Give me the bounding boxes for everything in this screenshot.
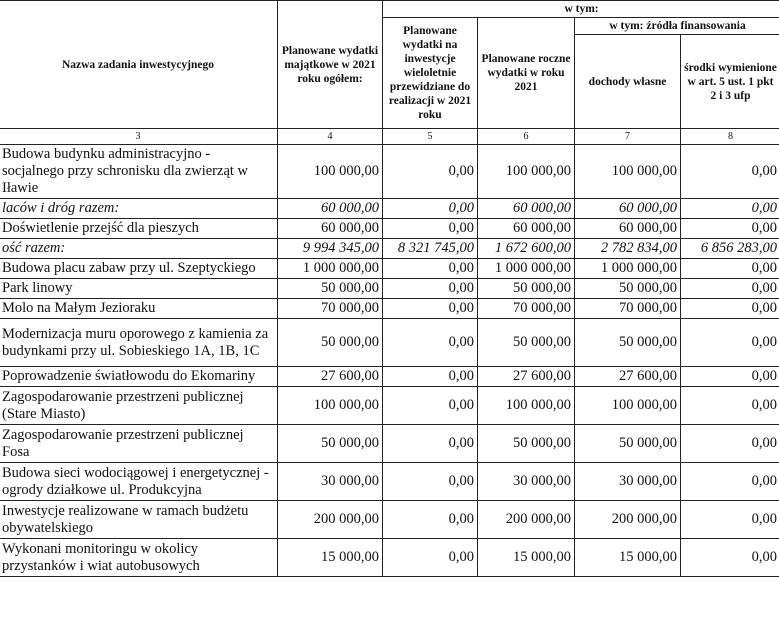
total-cell: 60 000,00 <box>278 199 383 219</box>
annual-cell: 50 000,00 <box>478 279 575 299</box>
total-cell: 200 000,00 <box>278 501 383 539</box>
header-w-tym: w tym: <box>383 1 779 18</box>
multi-year-cell: 8 321 745,00 <box>383 239 478 259</box>
header-sources: w tym: źródła finansowania <box>575 18 779 35</box>
table-row <box>0 145 779 199</box>
multi-year-cell: 0,00 <box>383 199 478 219</box>
own-income-cell: 60 000,00 <box>575 199 681 219</box>
own-income-cell: 100 000,00 <box>575 145 681 199</box>
task-name-cell: Zagospodarowanie przestrzeni publicznej (Stare Miasto) <box>0 387 278 425</box>
task-name-cell: Molo na Małym Jezioraku <box>0 299 278 319</box>
task-name-cell: Budowa sieci wodociągowej i energetycznej - ogrody działkowe ul. Produkcyjna <box>0 463 278 501</box>
own-income-cell: 50 000,00 <box>575 279 681 299</box>
art5-cell: 0,00 <box>681 219 779 239</box>
own-income-cell: 15 000,00 <box>575 539 681 577</box>
art5-cell: 0,00 <box>681 145 779 199</box>
art5-cell: 0,00 <box>681 259 779 279</box>
own-income-cell: 27 600,00 <box>575 367 681 387</box>
annual-cell: 100 000,00 <box>478 145 575 199</box>
table-row <box>0 259 779 279</box>
task-name-cell: laców i dróg razem: <box>0 199 278 219</box>
multi-year-cell: 0,00 <box>383 219 478 239</box>
own-income-cell: 70 000,00 <box>575 299 681 319</box>
task-name-cell: ość razem: <box>0 239 278 259</box>
task-name-cell: Doświetlenie przejść dla pieszych <box>0 219 278 239</box>
multi-year-cell: 0,00 <box>383 425 478 463</box>
table-row <box>0 501 779 539</box>
total-cell: 1 000 000,00 <box>278 259 383 279</box>
multi-year-cell: 0,00 <box>383 463 478 501</box>
table-row <box>0 539 779 577</box>
own-income-cell: 200 000,00 <box>575 501 681 539</box>
annual-cell: 70 000,00 <box>478 299 575 319</box>
task-name-cell: Inwestycje realizowane w ramach budżetu obywatelskiego <box>0 501 278 539</box>
total-cell: 15 000,00 <box>278 539 383 577</box>
multi-year-cell: 0,00 <box>383 367 478 387</box>
table-row <box>0 199 779 219</box>
header-name: Nazwa zadania inwestycyjnego <box>0 1 278 129</box>
art5-cell: 0,00 <box>681 539 779 577</box>
art5-cell: 0,00 <box>681 199 779 219</box>
art5-cell: 0,00 <box>681 299 779 319</box>
task-name-cell: Budowa placu zabaw przy ul. Szeptyckiego <box>0 259 278 279</box>
multi-year-cell: 0,00 <box>383 299 478 319</box>
table-row <box>0 387 779 425</box>
table-row <box>0 367 779 387</box>
multi-year-cell: 0,00 <box>383 145 478 199</box>
column-number: 7 <box>575 129 681 145</box>
annual-cell: 27 600,00 <box>478 367 575 387</box>
total-cell: 70 000,00 <box>278 299 383 319</box>
own-income-cell: 60 000,00 <box>575 219 681 239</box>
multi-year-cell: 0,00 <box>383 279 478 299</box>
header-own-income: dochody własne <box>575 35 681 129</box>
annual-cell: 60 000,00 <box>478 219 575 239</box>
table-row <box>0 239 779 259</box>
own-income-cell: 2 782 834,00 <box>575 239 681 259</box>
annual-cell: 50 000,00 <box>478 425 575 463</box>
own-income-cell: 30 000,00 <box>575 463 681 501</box>
column-number: 8 <box>681 129 779 145</box>
task-name-cell: Zagospodarowanie przestrzeni publicznej Fosa <box>0 425 278 463</box>
total-cell: 100 000,00 <box>278 387 383 425</box>
art5-cell: 0,00 <box>681 279 779 299</box>
annual-cell: 1 000 000,00 <box>478 259 575 279</box>
annual-cell: 60 000,00 <box>478 199 575 219</box>
own-income-cell: 1 000 000,00 <box>575 259 681 279</box>
column-number: 4 <box>278 129 383 145</box>
total-cell: 100 000,00 <box>278 145 383 199</box>
total-cell: 50 000,00 <box>278 425 383 463</box>
annual-cell: 50 000,00 <box>478 319 575 367</box>
annual-cell: 30 000,00 <box>478 463 575 501</box>
art5-cell: 0,00 <box>681 501 779 539</box>
total-cell: 9 994 345,00 <box>278 239 383 259</box>
annual-cell: 100 000,00 <box>478 387 575 425</box>
total-cell: 60 000,00 <box>278 219 383 239</box>
column-number: 6 <box>478 129 575 145</box>
column-number-row <box>0 129 779 145</box>
task-name-cell: Modernizacja muru oporowego z kamienia za budynkami przy ul. Sobieskiego 1A, 1B, 1C <box>0 319 278 367</box>
multi-year-cell: 0,00 <box>383 501 478 539</box>
multi-year-cell: 0,00 <box>383 387 478 425</box>
header-annual: Planowane roczne wydatki w roku 2021 <box>478 18 575 129</box>
own-income-cell: 50 000,00 <box>575 425 681 463</box>
total-cell: 27 600,00 <box>278 367 383 387</box>
table-row <box>0 219 779 239</box>
multi-year-cell: 0,00 <box>383 259 478 279</box>
annual-cell: 200 000,00 <box>478 501 575 539</box>
own-income-cell: 50 000,00 <box>575 319 681 367</box>
header-total: Planowane wydatki majątkowe w 2021 roku ogółem: <box>278 1 383 129</box>
annual-cell: 15 000,00 <box>478 539 575 577</box>
column-number: 5 <box>383 129 478 145</box>
art5-cell: 6 856 283,00 <box>681 239 779 259</box>
total-cell: 30 000,00 <box>278 463 383 501</box>
annual-cell: 1 672 600,00 <box>478 239 575 259</box>
art5-cell: 0,00 <box>681 367 779 387</box>
art5-cell: 0,00 <box>681 319 779 367</box>
table-row <box>0 279 779 299</box>
task-name-cell: Wykonani monitoringu w okolicy przystanków i wiat autobusowych <box>0 539 278 577</box>
header-multi-year: Planowane wydatki na inwestycje wieloletnie przewidziane do realizacji w 2021 roku <box>383 18 478 129</box>
header-art5: środki wymienione w art. 5 ust. 1 pkt 2 i 3 ufp <box>681 35 779 129</box>
total-cell: 50 000,00 <box>278 279 383 299</box>
art5-cell: 0,00 <box>681 425 779 463</box>
art5-cell: 0,00 <box>681 387 779 425</box>
column-number: 3 <box>0 129 278 145</box>
task-name-cell: Park linowy <box>0 279 278 299</box>
total-cell: 50 000,00 <box>278 319 383 367</box>
art5-cell: 0,00 <box>681 463 779 501</box>
table-row <box>0 463 779 501</box>
table-row <box>0 425 779 463</box>
task-name-cell: Poprowadzenie światłowodu do Ekomariny <box>0 367 278 387</box>
multi-year-cell: 0,00 <box>383 319 478 367</box>
own-income-cell: 100 000,00 <box>575 387 681 425</box>
table-row <box>0 299 779 319</box>
multi-year-cell: 0,00 <box>383 539 478 577</box>
task-name-cell: Budowa budynku administracyjno - socjalnego przy schronisku dla zwierząt w Iławie <box>0 145 278 199</box>
table-row <box>0 319 779 367</box>
